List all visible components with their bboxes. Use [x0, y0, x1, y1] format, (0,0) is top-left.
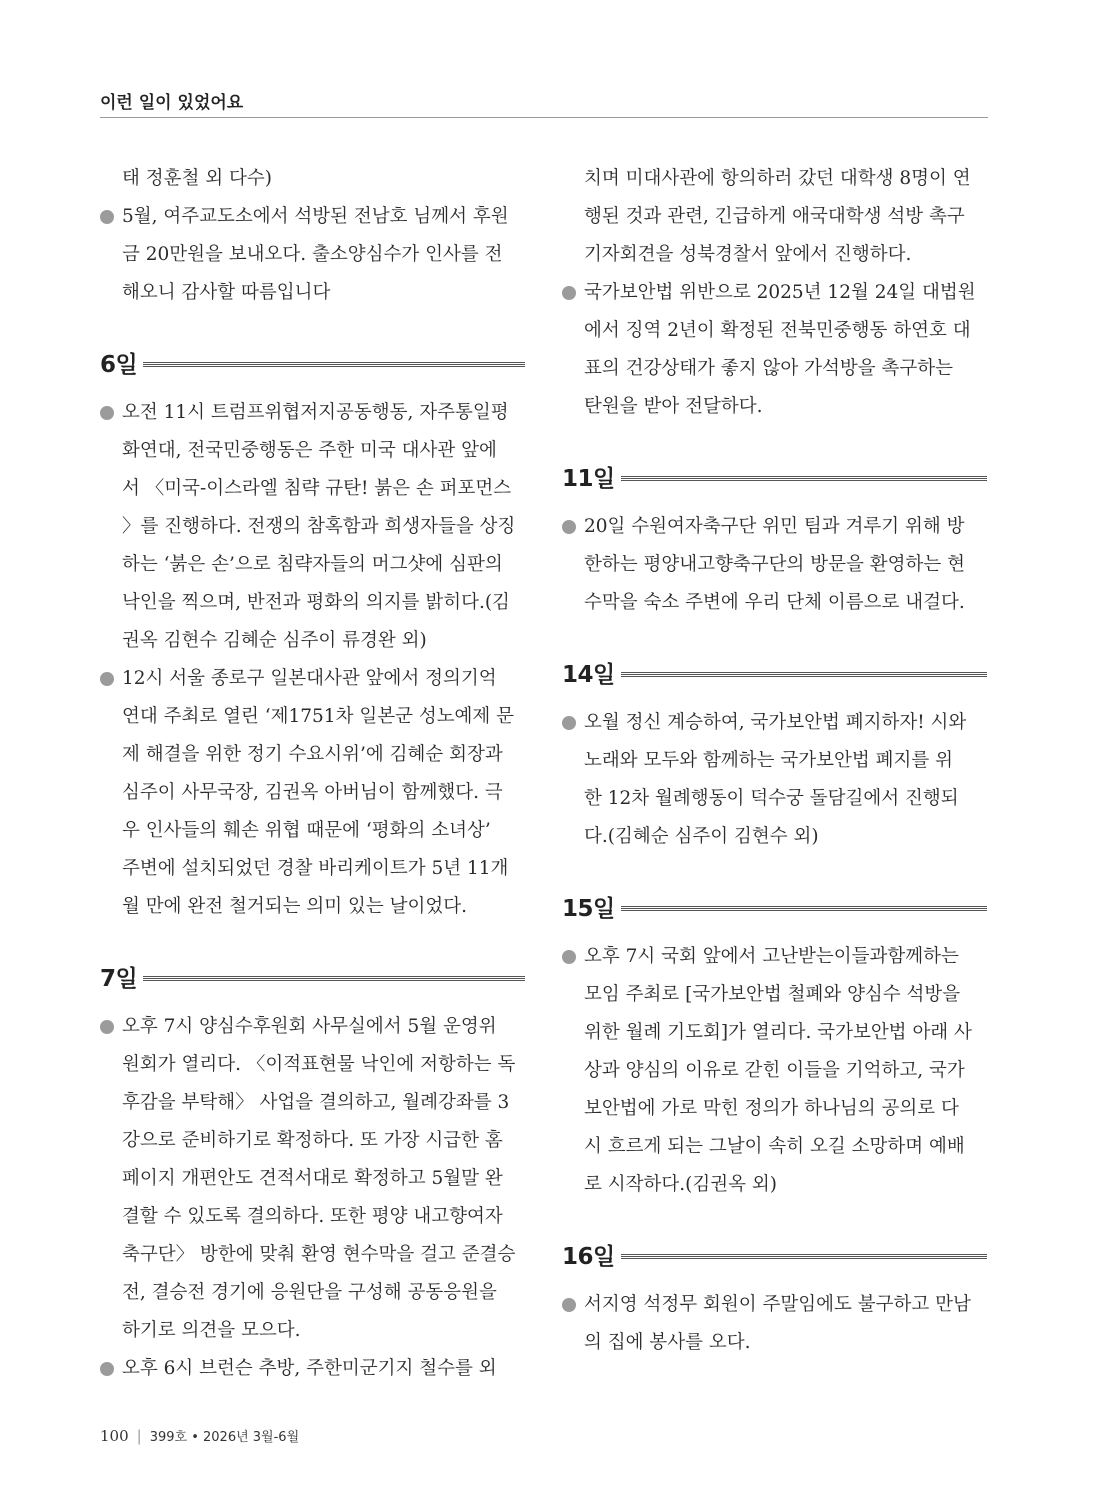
text-line: 결할 수 있도록 결의하다. 또한 평양 내고향여자 — [122, 1206, 503, 1227]
section-day-label: 11일 — [562, 465, 615, 492]
right-column — [562, 160, 987, 1362]
text-line: 오후 7시 양심수후원회 사무실에서 5월 운영위 — [122, 1016, 497, 1037]
header-divider — [100, 117, 988, 118]
text-line: 시 흐르게 되는 그날이 속히 오길 소망하며 예배 — [584, 1136, 965, 1157]
text-line: 행된 것과 관련, 긴급하게 애국대학생 석방 촉구 — [584, 206, 965, 227]
bullet-dot-icon — [100, 210, 114, 224]
text-line: 기자회견을 성북경찰서 앞에서 진행하다. — [584, 244, 912, 265]
text-line: 태 정훈철 외 다수) — [122, 168, 272, 189]
bullet-item — [562, 508, 987, 622]
bullet-item — [562, 1286, 987, 1362]
text-line: 에서 징역 2년이 확정된 전북민중행동 하연호 대 — [584, 320, 971, 341]
text-line: 후감을 부탁해〉 사업을 결의하고, 월례강좌를 3 — [122, 1092, 510, 1113]
text-line: 오월 정신 계승하여, 국가보안법 폐지하자! 시와 — [584, 712, 967, 733]
text-line: 수막을 숙소 주변에 우리 단체 이름으로 내걸다. — [584, 592, 965, 613]
text-line: 한 12차 월례행동이 덕수궁 돌담길에서 진행되 — [584, 788, 959, 809]
section-dotted-rule — [621, 1254, 987, 1260]
section-heading — [100, 956, 525, 996]
text-line: 서지영 석정무 회원이 주말임에도 불구하고 만남 — [584, 1294, 971, 1315]
text-line: 원회가 열리다. 〈이적표현물 낙인에 저항하는 독 — [122, 1054, 516, 1075]
text-line: 5월, 여주교도소에서 석방된 전남호 님께서 후원 — [122, 206, 509, 227]
text-line: 다.(김혜순 심주이 김현수 외) — [584, 826, 819, 847]
section-dotted-rule — [143, 976, 525, 982]
section-day-label: 15일 — [562, 895, 615, 922]
text-line: 보안법에 가로 막힌 정의가 하나님의 공의로 다 — [584, 1098, 959, 1119]
bullet-dot-icon — [100, 1362, 114, 1376]
page-header-title: 이런 일이 있었어요 — [100, 93, 244, 113]
section-dotted-rule — [621, 476, 987, 482]
text-line: 오후 7시 국회 앞에서 고난받는이들과함께하는 — [584, 946, 959, 967]
bullet-dot-icon — [562, 286, 576, 300]
text-line: 의 집에 봉사를 오다. — [584, 1332, 751, 1353]
bullet-item — [100, 198, 525, 312]
bullet-dot-icon — [562, 950, 576, 964]
text-line: 낙인을 찍으며, 반전과 평화의 의지를 밝히다.(김 — [122, 592, 510, 613]
bullet-item — [100, 1008, 525, 1350]
bullet-item — [100, 660, 525, 926]
text-line: 연대 주최로 열린 ‘제1751차 일본군 성노예제 문 — [122, 706, 515, 727]
text-line: 서 〈미국-이스라엘 침략 규탄! 붉은 손 퍼포먼스 — [122, 478, 512, 499]
section-dotted-rule — [143, 362, 525, 368]
bullet-item — [100, 1350, 525, 1388]
bullet-item — [100, 394, 525, 660]
text-line: 20일 수원여자축구단 위민 팀과 겨루기 위해 방 — [584, 516, 965, 537]
text-line: 〉를 진행하다. 전쟁의 참혹함과 희생자들을 상징 — [122, 516, 516, 537]
text-line: 한하는 평양내고향축구단의 방문을 환영하는 현 — [584, 554, 965, 575]
text-line: 전, 결승전 경기에 응원단을 구성해 공동응원을 — [122, 1282, 497, 1303]
bullet-dot-icon — [100, 1020, 114, 1034]
text-line: 로 시작하다.(김권옥 외) — [584, 1174, 777, 1195]
continued-paragraph — [562, 160, 987, 274]
text-line: 위한 월례 기도회]가 열리다. 국가보안법 아래 사 — [584, 1022, 972, 1043]
text-line: 금 20만원을 보내오다. 출소양심수가 인사를 전 — [122, 244, 503, 265]
section-dotted-rule — [621, 672, 987, 678]
bullet-dot-icon — [562, 716, 576, 730]
text-line: 12시 서울 종로구 일본대사관 앞에서 정의기억 — [122, 668, 497, 689]
page-number: 100 — [100, 1427, 129, 1445]
text-line: 해오니 감사할 따름입니다 — [122, 282, 331, 303]
bullet-item — [562, 704, 987, 856]
continued-paragraph — [100, 160, 525, 198]
text-line: 축구단〉 방한에 맞춰 환영 현수막을 걸고 준결승 — [122, 1244, 516, 1265]
text-line: 국가보안법 위반으로 2025년 12월 24일 대법원 — [584, 282, 976, 303]
text-line: 제 해결을 위한 정기 수요시위’에 김혜순 회장과 — [122, 744, 503, 765]
bullet-dot-icon — [562, 520, 576, 534]
section-heading — [562, 456, 987, 496]
bullet-dot-icon — [100, 672, 114, 686]
text-line: 표의 건강상태가 좋지 않아 가석방을 촉구하는 — [584, 358, 953, 379]
section-day-label: 14일 — [562, 661, 615, 688]
page-footer — [100, 1426, 299, 1445]
text-line: 오전 11시 트럼프위협저지공동행동, 자주통일평 — [122, 402, 509, 423]
text-line: 치며 미대사관에 항의하러 갔던 대학생 8명이 연 — [584, 168, 971, 189]
text-line: 노래와 모두와 함께하는 국가보안법 폐지를 위 — [584, 750, 953, 771]
bullet-dot-icon — [562, 1298, 576, 1312]
text-line: 심주이 사무국장, 김권옥 아버님이 함께했다. 극 — [122, 782, 503, 803]
text-line: 주변에 설치되었던 경찰 바리케이트가 5년 11개 — [122, 858, 509, 879]
section-heading — [562, 652, 987, 692]
section-day-label: 7일 — [100, 965, 138, 992]
text-line: 페이지 개편안도 견적서대로 확정하고 5월말 완 — [122, 1168, 503, 1189]
section-heading — [562, 886, 987, 926]
bullet-item — [562, 274, 987, 426]
section-day-label: 6일 — [100, 351, 138, 378]
text-line: 화연대, 전국민중행동은 주한 미국 대사관 앞에 — [122, 440, 497, 461]
issue-info: 399호 • 2026년 3월-6월 — [149, 1430, 300, 1445]
text-line: 상과 양심의 이유로 갇힌 이들을 기억하고, 국가 — [584, 1060, 965, 1081]
section-heading — [562, 1234, 987, 1274]
text-line: 오후 6시 브런슨 추방, 주한미군기지 철수를 외 — [122, 1358, 497, 1379]
bullet-item — [562, 938, 987, 1204]
section-heading — [100, 342, 525, 382]
text-line: 권옥 김현수 김혜순 심주이 류경완 외) — [122, 630, 427, 651]
section-dotted-rule — [621, 906, 987, 912]
text-line: 월 만에 완전 철거되는 의미 있는 날이었다. — [122, 896, 467, 917]
left-column — [100, 160, 525, 1388]
section-day-label: 16일 — [562, 1243, 615, 1270]
text-line: 하는 ‘붉은 손’으로 침략자들의 머그샷에 심판의 — [122, 554, 503, 575]
footer-separator: | — [136, 1427, 142, 1445]
text-line: 우 인사들의 훼손 위협 때문에 ‘평화의 소녀상’ — [122, 820, 491, 841]
bullet-dot-icon — [100, 406, 114, 420]
text-line: 하기로 의견을 모으다. — [122, 1320, 301, 1341]
text-line: 강으로 준비하기로 확정하다. 또 가장 시급한 홈 — [122, 1130, 503, 1151]
text-line: 모임 주최로 [국가보안법 철폐와 양심수 석방을 — [584, 984, 961, 1005]
text-line: 탄원을 받아 전달하다. — [584, 396, 763, 417]
